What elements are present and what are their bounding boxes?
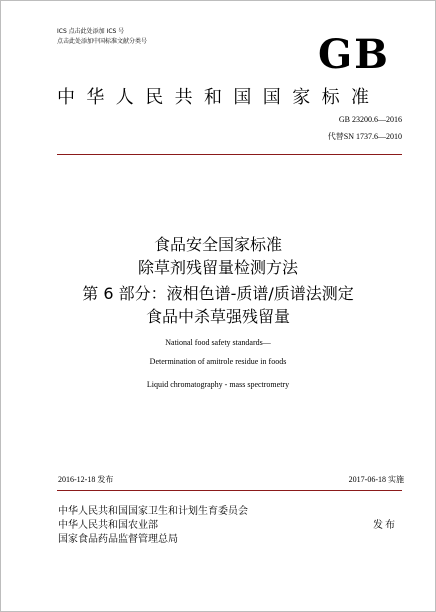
publish-label: 发布	[373, 520, 397, 531]
gb-logo: GB	[318, 31, 390, 78]
implementation-date: 2017-06-18 实施	[348, 475, 404, 484]
issue-date: 2016-12-18 发布	[58, 475, 114, 484]
standard-number: GB 23200.6—2016	[338, 115, 402, 124]
ics-code: ICS 点击此处添加 ICS 号	[57, 28, 125, 35]
title-line-1: 食品安全国家标准	[153, 235, 282, 254]
title-line-3: 第 6 部分：液相色谱-质谱/质谱法测定	[82, 284, 354, 303]
header-divider	[57, 154, 402, 155]
standard-type-heading: 中华人民共和国国家标准	[57, 87, 381, 108]
english-title-line-2: Determination of amitrole residue in foods	[149, 357, 287, 366]
title-line-4: 食品中杀草强残留量	[145, 307, 290, 326]
issuer-food-drug-administration: 国家食品药品监督管理总局	[58, 534, 178, 545]
footer-divider	[57, 490, 402, 491]
english-title-line-3: Liquid chromatography - mass spectrometry	[146, 380, 290, 389]
issuer-health-commission: 中华人民共和国国家卫生和计划生育委员会	[58, 506, 248, 517]
title-line-2: 除草剂残留量检测方法	[137, 258, 298, 277]
english-title-line-1: National food safety standards—	[165, 338, 271, 347]
issuer-ministry-agriculture: 中华人民共和国农业部	[58, 520, 158, 531]
replaces-standard: 代替SN 1737.6—2010	[327, 132, 402, 141]
classification-code: 点击此处添加中国标准文献分类号	[57, 38, 148, 45]
